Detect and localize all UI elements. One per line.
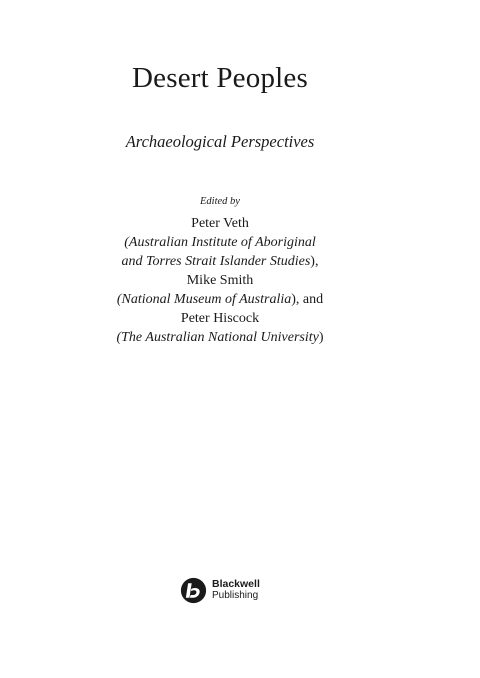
publisher-subname: Publishing	[212, 590, 259, 601]
editor-trail-1: ),	[310, 254, 319, 269]
editor-affiliation-1b-row	[0, 252, 440, 271]
editor-name-2: Mike Smith	[186, 273, 254, 288]
editors-block	[0, 194, 440, 347]
editor-affiliation-3-row	[0, 328, 440, 347]
editor-affiliation-2: (National Museum of Australia	[116, 292, 292, 307]
editor-affiliation-2-row	[0, 290, 440, 309]
edited-by-label: Edited by	[200, 196, 240, 207]
editor-affiliation-3: (The Australian National University	[116, 330, 319, 345]
book-subtitle: Archaeological Perspectives	[125, 132, 315, 151]
publisher-imprint	[180, 575, 260, 605]
editor-name-1: Peter Veth	[191, 216, 249, 231]
publisher-text	[212, 579, 260, 601]
blackwell-b-logo-icon	[180, 577, 207, 604]
editor-affiliation-1a: (Australian Institute of Aboriginal	[124, 235, 316, 250]
editor-trail-3: )	[318, 330, 324, 345]
editor-name-3: Peter Hiscock	[180, 311, 260, 326]
editor-affiliation-1b: and Torres Strait Islander Studies	[121, 254, 311, 269]
book-title: Desert Peoples	[132, 62, 308, 94]
editor-trail-2: ), and	[291, 292, 324, 307]
publisher-name: Blackwell	[212, 578, 260, 590]
